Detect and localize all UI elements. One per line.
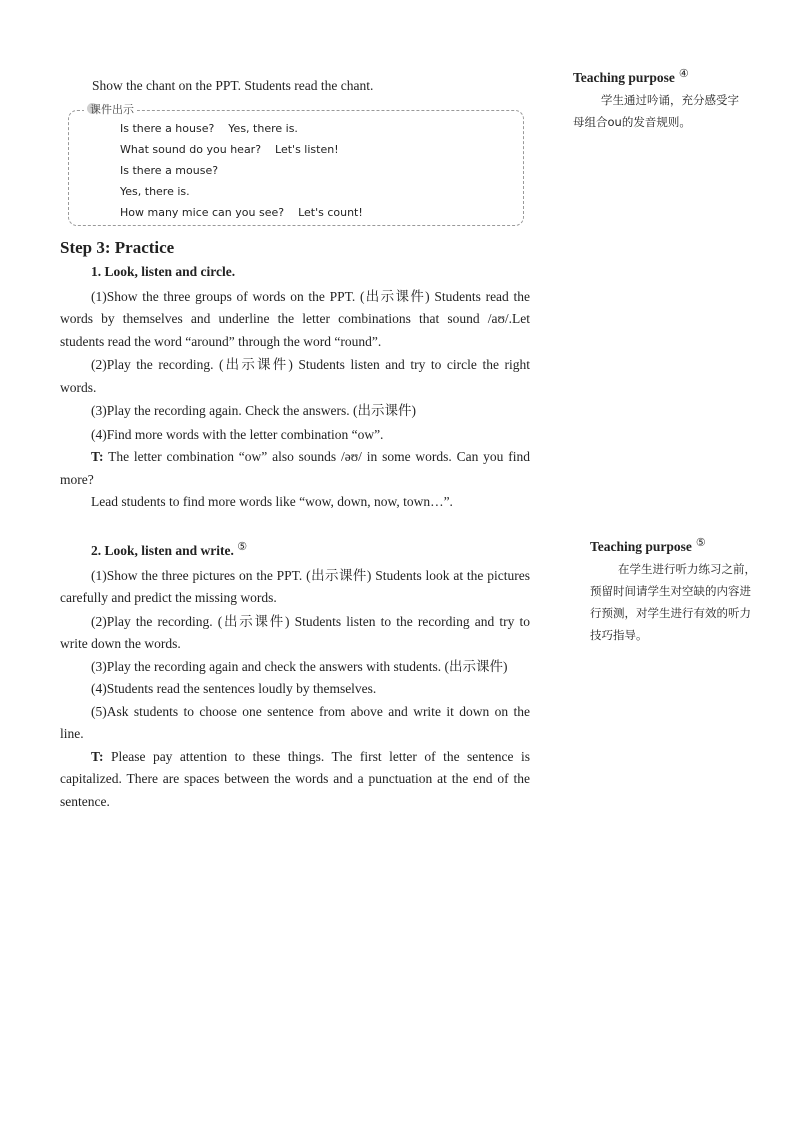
part2-marker: ⑤ — [237, 541, 248, 553]
chant-line: Yes, there is. — [120, 185, 190, 198]
section-look-listen-write — [60, 536, 530, 813]
part2-teacher-line — [60, 746, 530, 814]
step3-title: Step 3: Practice — [60, 238, 175, 257]
teacher-label: T: — [91, 748, 104, 764]
courseware-label-text: 课件出示 — [90, 103, 134, 116]
part1-paragraph: Lead students to find more words like “wow, down, now, town…”. — [91, 494, 453, 509]
part1-teacher-line — [60, 446, 530, 491]
purpose-marker: ④ — [678, 68, 689, 80]
chant-line: Is there a house? Yes, there is. — [120, 122, 298, 135]
part2-title: 2. Look, listen and write. — [91, 543, 234, 558]
intro-text: Show the chant on the PPT. Students read the chant. — [92, 78, 374, 93]
part2-paragraph: (3)Play the recording again and check the answers with students. (出示课件) — [91, 658, 508, 674]
teaching-purpose-5 — [590, 536, 760, 646]
purpose-title: Teaching purpose — [573, 70, 675, 85]
teacher-text: Please pay attention to these things. The first letter of the sentence is capitalized. There are spaces between the words and a punctuation at the end of the sentence. — [60, 748, 530, 809]
purpose-text: 学生通过吟诵，充分感受字母组合ou的发音规则。 — [573, 93, 739, 129]
part1-paragraph: (4)Find more words with the letter combination “ow”. — [91, 426, 384, 442]
teacher-label: T: — [91, 449, 104, 464]
purpose-heading — [590, 536, 760, 556]
chant-line: How many mice can you see? Let's count! — [120, 206, 363, 219]
purpose-marker: ⑤ — [695, 537, 706, 549]
purpose-text: 在学生进行听力练习之前，预留时间请学生对空缺的内容进行预测，对学生进行有效的听力技巧指导。 — [590, 562, 756, 642]
part2-paragraph: (5)Ask students to choose one sentence from above and write it down on the line. — [60, 703, 530, 741]
part2-title-line — [60, 536, 530, 563]
chant-line: Is there a mouse? — [120, 164, 219, 177]
part2-paragraph: (1)Show the three pictures on the PPT. (出示课件) Students look at the pictures carefully and predict the missing words. — [60, 567, 530, 605]
part1-title: 1. Look, listen and circle. — [91, 264, 236, 279]
section-look-listen-circle — [60, 261, 530, 514]
purpose-title: Teaching purpose — [590, 539, 692, 554]
chant-line: What sound do you hear? Let's listen! — [120, 143, 339, 156]
teaching-purpose-4 — [573, 67, 748, 133]
chant-lines — [120, 118, 363, 223]
part1-paragraph: (2)Play the recording. (出示课件) Students listen and try to circle the right words. — [60, 357, 530, 395]
part1-paragraph: (3)Play the recording again. Check the answers. (出示课件) — [91, 403, 417, 418]
part2-paragraph: (4)Students read the sentences loudly by themselves. — [91, 681, 377, 696]
courseware-label — [84, 101, 137, 117]
teacher-text: The letter combination “ow” also sounds /əʊ/ in some words. Can you find more? — [60, 449, 530, 487]
part1-paragraph: (1)Show the three groups of words on the PPT. (出示课件) Students read the words by themselves and underline the letter combinations that sound /aʊ/.Let students read the word “around” through the word “round”. — [60, 288, 530, 349]
purpose-heading — [573, 67, 748, 87]
part2-paragraph: (2)Play the recording. (出示课件) Students listen to the recording and try to write down the words. — [60, 613, 530, 651]
